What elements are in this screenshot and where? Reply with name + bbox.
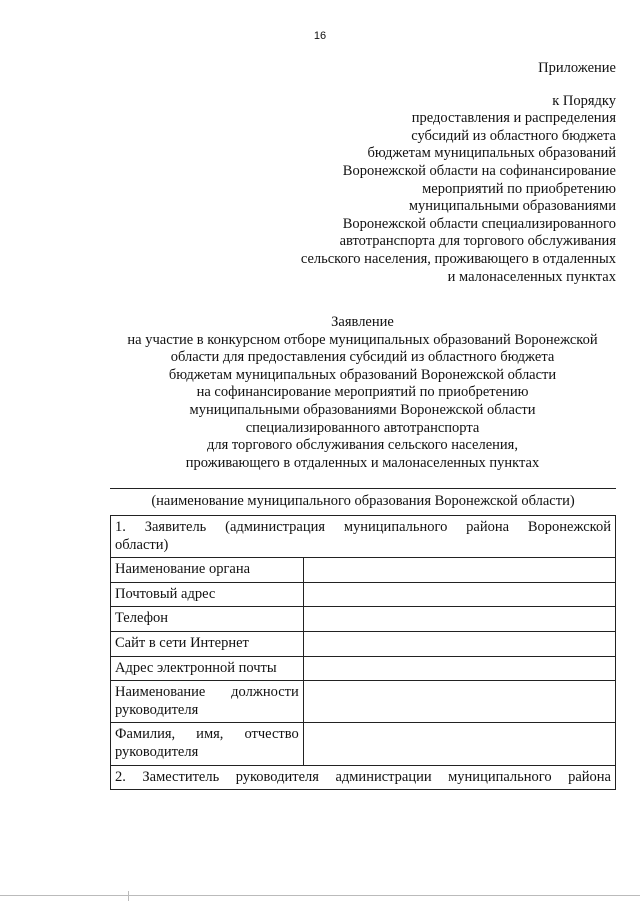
statement-title: Заявление <box>331 314 394 330</box>
field-label-text <box>115 726 299 761</box>
field-value-head-full-name[interactable] <box>303 723 615 765</box>
table-row <box>111 723 616 765</box>
appendix-line: автотранспорта для торгового обслуживания <box>339 233 616 250</box>
table-row <box>111 681 616 723</box>
org-name-caption: (наименование муниципального образования Воронежской области) <box>151 493 575 509</box>
field-label: Сайт в сети Интернет <box>111 631 304 656</box>
field-label-line1: Наименование должности <box>115 684 299 701</box>
page-number: 16 <box>313 30 327 42</box>
org-name-line <box>110 488 616 489</box>
field-label: Адрес электронной почты <box>111 656 304 681</box>
field-label-line1: Фамилия, имя, отчество <box>115 726 299 743</box>
statement-line: специализированного автотранспорта <box>245 419 480 436</box>
field-value-organ-name[interactable] <box>303 558 615 583</box>
section-header-deputy-text: 2. Заместитель руководителя администрации муниципального района <box>111 765 616 790</box>
field-label: Почтовый адрес <box>111 582 304 607</box>
appendix-line: сельского населения, проживающего в отдаленных <box>300 250 616 267</box>
field-value-email[interactable] <box>303 656 615 681</box>
appendix-block <box>196 60 616 286</box>
statement-line: бюджетам муниципальных образований Воронежской области <box>168 366 557 383</box>
field-label: Наименование органа <box>111 558 304 583</box>
field-label <box>111 723 304 765</box>
field-value-head-position[interactable] <box>303 681 615 723</box>
field-label <box>111 681 304 723</box>
appendix-line: Воронежской области на софинансирование <box>342 162 616 179</box>
field-label-text <box>115 684 299 719</box>
section-header-cell <box>111 516 616 558</box>
appendix-line: к Порядку <box>552 92 616 109</box>
table-row <box>111 582 616 607</box>
appendix-line: и малонаселенных пунктах <box>447 268 616 285</box>
table-row <box>111 607 616 632</box>
statement-line: муниципальными образованиями Воронежской области <box>189 401 536 418</box>
statement-line: области для предоставления субсидий из областного бюджета <box>170 349 555 366</box>
section-header-text <box>115 519 611 554</box>
appendix-line: мероприятий по приобретению <box>422 180 616 197</box>
field-label-line2: руководителя <box>115 743 199 760</box>
statement-block <box>100 314 625 472</box>
field-value-phone[interactable] <box>303 607 615 632</box>
appendix-line: субсидий из областного бюджета <box>411 127 616 144</box>
scan-mark <box>128 891 129 901</box>
appendix-line: муниципальными образованиями <box>408 198 616 215</box>
field-label: Телефон <box>111 607 304 632</box>
field-value-website[interactable] <box>303 631 615 656</box>
appendix-line: Воронежской области специализированного <box>342 215 616 232</box>
page-bottom-edge <box>0 895 640 896</box>
statement-line: на участие в конкурсном отборе муниципальных образований Воронежской <box>127 331 598 348</box>
application-form-table <box>110 515 616 790</box>
table-row <box>111 656 616 681</box>
field-label-line2: руководителя <box>115 701 199 718</box>
statement-line: проживающего в отдаленных и малонаселенных пунктах <box>185 454 540 471</box>
statement-line: на софинансирование мероприятий по приобретению <box>196 384 529 401</box>
section-header-deputy <box>111 765 616 790</box>
appendix-title: Приложение <box>538 60 616 76</box>
appendix-line: предоставления и распределения <box>411 110 616 127</box>
table-row <box>111 631 616 656</box>
appendix-line: бюджетам муниципальных образований <box>367 145 616 162</box>
statement-line: для торгового обслуживания сельского населения, <box>207 437 518 454</box>
section-header-line2: области) <box>115 536 169 553</box>
field-value-postal-address[interactable] <box>303 582 615 607</box>
section-header-applicant <box>111 516 616 558</box>
table-row <box>111 558 616 583</box>
section-header-line1: 1. Заявитель (администрация муниципального района Воронежской <box>115 519 611 535</box>
